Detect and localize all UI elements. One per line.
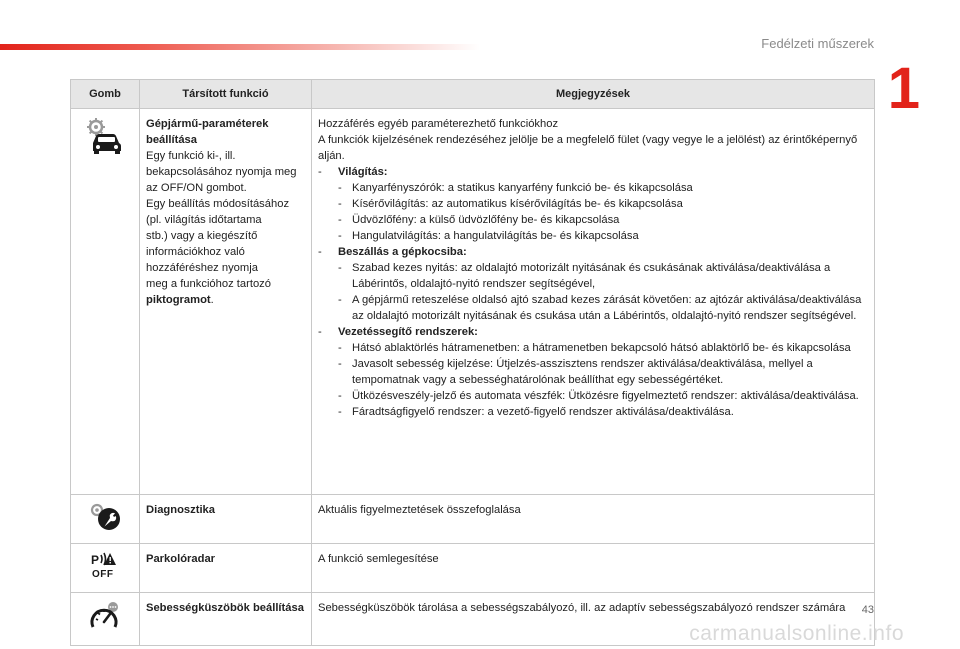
notes-sub-list (338, 340, 868, 420)
function-title: Sebességküszöbök beállítása (146, 602, 304, 614)
notes-cell: A funkció semlegesítése (312, 544, 875, 593)
notes-item: - Ütközésveszély-jelző és automata vészfék: Ütközésre figyelmeztető rendszer: aktiválása/deaktiválása. (338, 388, 868, 404)
table-row (71, 109, 875, 495)
notes-group (318, 164, 868, 244)
notes-item: - A gépjármű reteszelése oldalsó ajtó szabad kezes zárását követően: az ajtózár aktiválása/deaktiválása az oldalajtó motorizált nyitásának és csukása után a Lábérintős, oldalajtó-nyitó rendszer segítségével. (338, 292, 868, 324)
notes-group-list (318, 164, 868, 420)
page-number: 43 (861, 604, 874, 616)
function-desc-end: . (210, 294, 214, 306)
notes-item: - Javasolt sebesség kijelzése: Útjelzés-asszisztens rendszer aktiválása/deaktiválása, mellyel a tempomatnak vagy a sebességhatárolónak beállíthat egy sebességértéket. (338, 356, 868, 388)
car-settings-icon (85, 147, 125, 159)
notes-group-title: Beszállás a gépkocsiba: (338, 246, 467, 258)
diagnostics-wrench-icon (88, 523, 122, 535)
function-title: Gépjármű-paraméterek beállítása (146, 118, 269, 146)
table-row (71, 495, 875, 544)
icon-cell (71, 544, 140, 593)
notes-item: - Kanyarfényszórók: a statikus kanyarfény funkció be- és kikapcsolása (338, 180, 868, 196)
controls-table (70, 79, 875, 646)
notes-cell: Aktuális figyelmeztetések összefoglalása (312, 495, 875, 544)
notes-cell: Sebességküszöbök tárolása a sebességszabályozó, ill. az adaptív sebességszabályozó rendszer számára (312, 593, 875, 646)
table-row (71, 544, 875, 593)
speed-limit-memory-icon (88, 625, 122, 637)
column-header-function: Társított funkció (140, 80, 312, 109)
notes-intro: A funkciók kijelzésének rendezéséhez jelölje be a megfelelő fület (vagy vegye le a jelölést) az érintőképernyő alján. (318, 134, 858, 162)
header-red-bar (0, 44, 480, 50)
notes-item: - Hangulatvilágítás: a hangulatvilágítás be- és kikapcsolása (338, 228, 868, 244)
function-desc-line: meg a funkcióhoz tartozó (146, 278, 271, 290)
function-cell (140, 593, 312, 646)
function-desc-line: Egy beállítás módosításához (146, 198, 290, 210)
function-title: Diagnosztika (146, 504, 216, 516)
icon-cell (71, 495, 140, 544)
function-cell (140, 495, 312, 544)
function-desc-line: az OFF/ON gombot. (146, 182, 247, 194)
notes-intro: Hozzáférés egyéb paraméterezhető funkciókhoz (318, 118, 559, 130)
section-title: Fedélzeti műszerek (761, 36, 874, 51)
function-title: Parkolóradar (146, 553, 216, 565)
notes-sub-list (338, 260, 868, 324)
notes-item: - Fáradtságfigyelő rendszer: a vezető-figyelő rendszer aktiválása/deaktiválása. (338, 404, 868, 420)
icon-cell (71, 593, 140, 646)
function-desc-line: (pl. világítás időtartama (146, 214, 262, 226)
parking-sensor-off-icon (88, 551, 122, 581)
notes-item: - Hátsó ablaktörlés hátramenetben: a hátramenetben bekapcsoló hátsó ablaktörlő be- és kikapcsolása (338, 340, 868, 356)
notes-group-title: Világítás: (338, 166, 388, 178)
notes-sub-list (338, 180, 868, 244)
function-desc-bold: piktogramot (146, 294, 211, 306)
notes-item: - Szabad kezes nyitás: az oldalajtó motorizált nyitásának és csukásának aktiválása/deaktiválása a Lábérintős, oldalajtó-nyitó rendszer segítségével, (338, 260, 868, 292)
notes-group-title: Vezetéssegítő rendszerek: (338, 326, 478, 338)
watermark: carmanualsonline.info (689, 622, 904, 645)
notes-group (318, 324, 868, 420)
function-cell (140, 109, 312, 495)
function-desc-line: Egy funkció ki-, ill. (146, 150, 236, 162)
column-header-button: Gomb (71, 80, 140, 109)
chapter-number: 1 (887, 56, 920, 121)
notes-item: - Kísérővilágítás: az automatikus kísérővilágítás be- és kikapcsolása (338, 196, 868, 212)
function-desc-line: hozzáféréshez nyomja (146, 262, 258, 274)
table-header-row (71, 80, 875, 109)
function-desc-last-line (146, 292, 305, 308)
function-desc-line: stb.) vagy a kiegészítő (146, 230, 258, 242)
off-label: OFF (92, 569, 114, 580)
function-desc-line: információkhoz való (146, 246, 245, 258)
icon-cell (71, 109, 140, 495)
column-header-notes: Megjegyzések (312, 80, 875, 109)
notes-group (318, 244, 868, 324)
notes-cell (312, 109, 875, 495)
function-desc-line: bekapcsolásához nyomja meg (146, 166, 297, 178)
svg-text:P: P (91, 553, 100, 567)
function-cell (140, 544, 312, 593)
notes-item: - Üdvözlőfény: a külső üdvözlőfény be- és kikapcsolása (338, 212, 868, 228)
